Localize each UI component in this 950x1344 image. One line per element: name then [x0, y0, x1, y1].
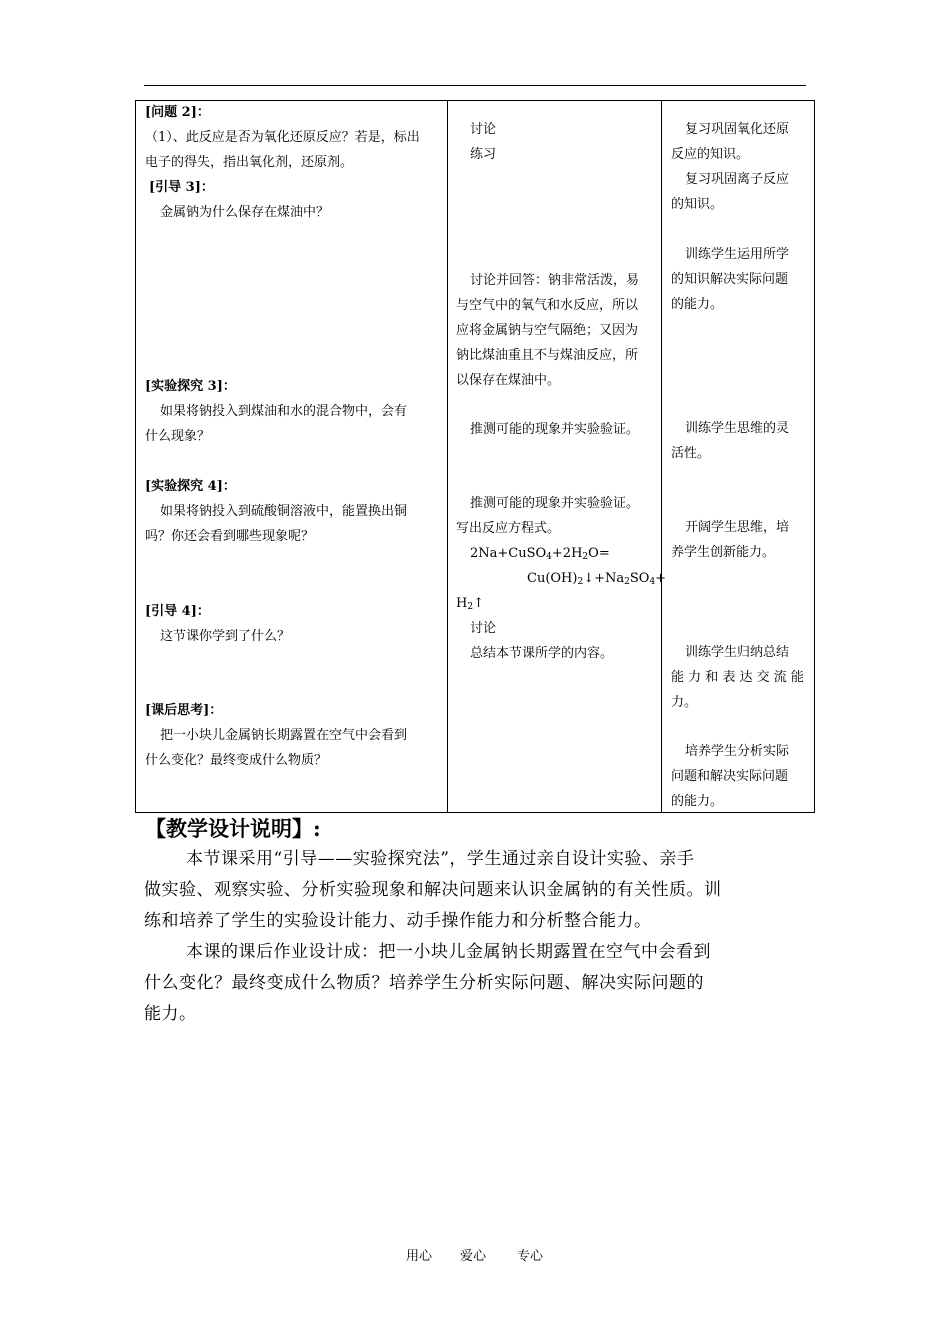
experiment-4-text: 如果将钠投入到硫酸铜溶液中，能置换出铜	[160, 504, 408, 519]
student-activity: 讨论	[470, 122, 497, 137]
student-activity: 推测可能的现象并实验验证。	[470, 496, 640, 511]
design-intent: 力。	[671, 695, 698, 710]
design-intent: 复习巩固离子反应	[685, 172, 790, 187]
reaction-equation: $2Na+CuSO_4+2H_2O=$	[470, 546, 610, 562]
experiment-3-text: 什么现象？	[145, 429, 211, 444]
reaction-equation: $H_2↑$	[456, 596, 484, 612]
reaction-equation: $Cu(OH)_2↓+Na_2SO_4+$	[527, 571, 667, 587]
student-answer: 钠比煤油重且不与煤油反应，所	[456, 348, 639, 363]
question-2-text: （1）、此反应是否为氧化还原反应？若是，标出	[145, 130, 420, 145]
student-answer: 以保存在煤油中。	[456, 373, 561, 388]
design-intent: 的知识解决实际问题	[671, 272, 789, 287]
design-paragraph: 做实验、观察实验、分析实验现象和解决问题来认识金属钠的有关性质。训	[144, 880, 722, 900]
design-intent: 训练学生运用所学	[685, 247, 790, 262]
student-activity: 写出反应方程式。	[456, 521, 561, 536]
guide-4-label: [引导 4]：	[145, 604, 210, 619]
design-intent: 反应的知识。	[671, 147, 750, 162]
design-intent: 养学生创新能力。	[671, 545, 776, 560]
student-activity: 练习	[470, 147, 497, 162]
design-paragraph: 能力。	[144, 1004, 197, 1024]
design-paragraph: 本节课采用“引导——实验探究法”，学生通过亲自设计实验、亲手	[186, 849, 695, 869]
design-intent: 复习巩固氧化还原	[685, 122, 790, 137]
column-divider-2	[661, 101, 662, 812]
design-paragraph: 练和培养了学生的实验设计能力、动手操作能力和分析整合能力。	[144, 911, 652, 931]
design-heading: 【教学设计说明】:	[145, 816, 321, 841]
experiment-3-text: 如果将钠投入到煤油和水的混合物中，会有	[160, 404, 408, 419]
guide-4-text: 这节课你学到了什么？	[160, 629, 291, 644]
design-paragraph: 什么变化？最终变成什么物质？培养学生分析实际问题、解决实际问题的	[144, 973, 704, 993]
student-answer: 应将金属钠与空气隔绝；又因为	[456, 323, 639, 338]
student-activity: 讨论	[470, 621, 497, 636]
after-class-text: 把一小块儿金属钠长期露置在空气中会看到	[160, 728, 408, 743]
design-intent: 训练学生思维的灵	[685, 421, 790, 436]
design-intent: 能 力 和 表 达 交 流 能	[671, 670, 804, 685]
design-intent: 训练学生归纳总结	[685, 645, 790, 660]
design-intent: 的知识。	[671, 197, 724, 212]
design-paragraph: 本课的课后作业设计成：把一小块儿金属钠长期露置在空气中会看到	[186, 942, 711, 962]
design-intent: 的能力。	[671, 297, 724, 312]
after-class-text: 什么变化？最终变成什么物质？	[145, 753, 328, 768]
footer-text: 爱心	[460, 1249, 487, 1264]
footer-text: 用心	[406, 1249, 433, 1264]
guide-3-label: [引导 3]：	[149, 180, 214, 195]
experiment-4-label: [实验探究 4]：	[145, 479, 236, 494]
question-2-label: [问题 2]：	[145, 105, 210, 120]
student-answer: 讨论并回答：钠非常活泼，易	[470, 273, 640, 288]
experiment-4-text: 吗？你还会看到哪些现象呢？	[145, 529, 315, 544]
column-divider-1	[447, 101, 448, 812]
experiment-3-label: [实验探究 3]：	[145, 379, 236, 394]
header-rule	[144, 85, 806, 86]
design-intent: 培养学生分析实际	[685, 744, 790, 759]
student-activity: 推测可能的现象并实验验证。	[470, 422, 640, 437]
design-intent: 的能力。	[671, 794, 724, 809]
design-intent: 开阔学生思维，培	[685, 520, 790, 535]
question-2-text: 电子的得失，指出氧化剂，还原剂。	[145, 155, 354, 170]
footer-text: 专心	[517, 1249, 544, 1264]
after-class-label: [课后思考]：	[145, 703, 223, 718]
design-intent: 活性。	[671, 446, 711, 461]
guide-3-text: 金属钠为什么保存在煤油中？	[160, 205, 330, 220]
student-activity: 总结本节课所学的内容。	[470, 646, 614, 661]
design-intent: 问题和解决实际问题	[671, 769, 789, 784]
student-answer: 与空气中的氧气和水反应，所以	[456, 298, 639, 313]
